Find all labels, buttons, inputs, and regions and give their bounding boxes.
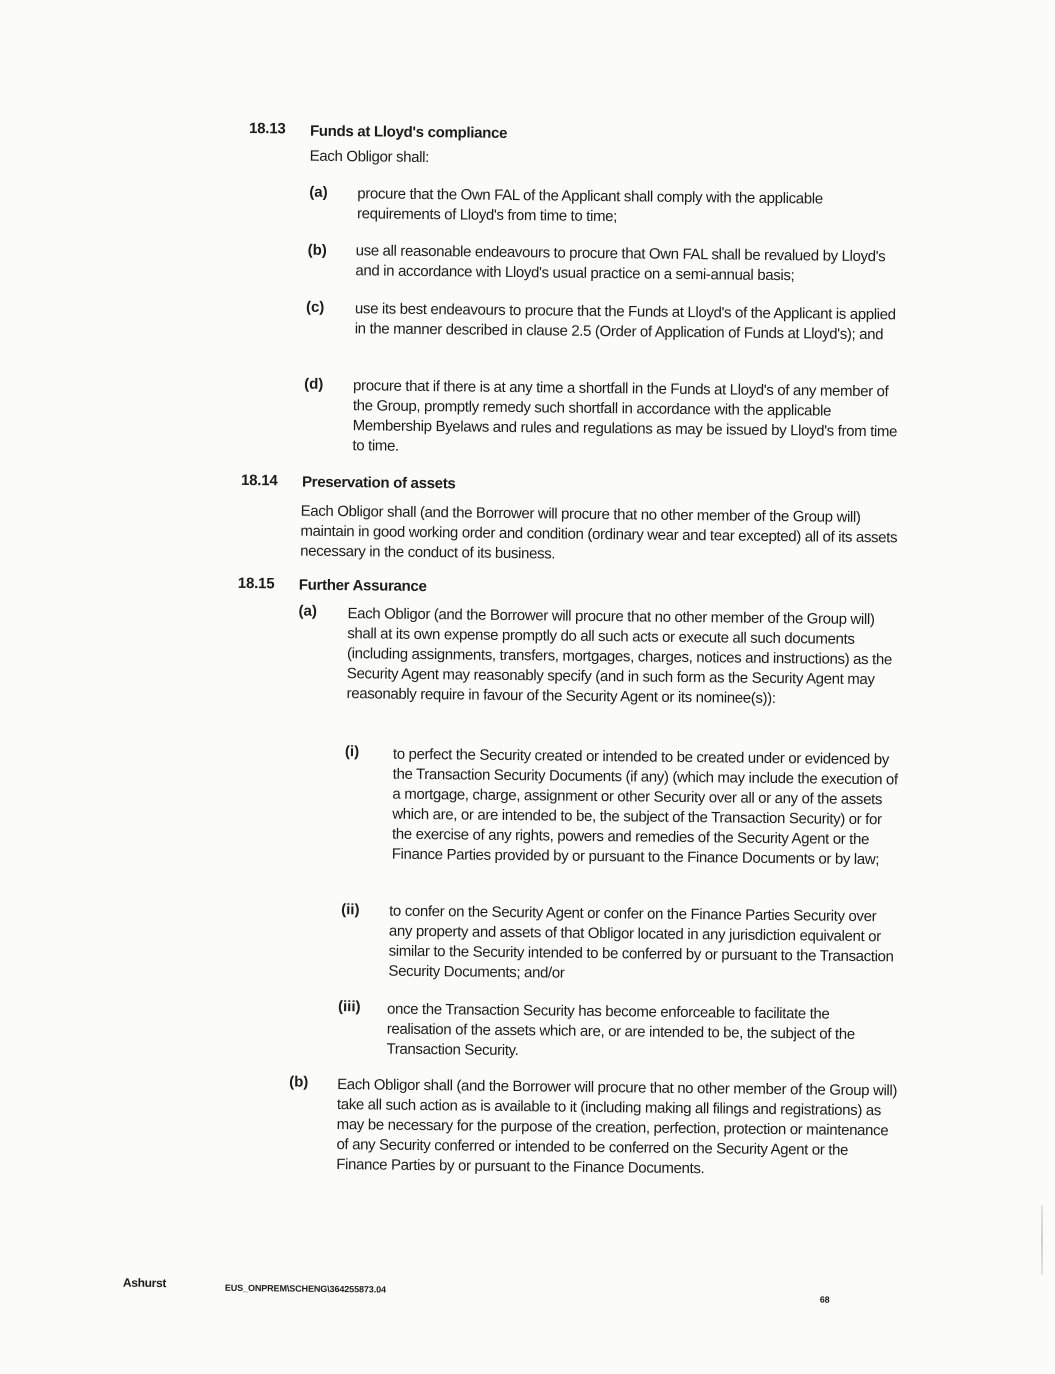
footer-page-number: 68 (819, 1294, 830, 1305)
item-text-b: use all reasonable endeavours to procure that Own FAL shall be revalued by Lloyd's and in accordance with Lloyd's usual practice on a semi-annual basis; (355, 242, 886, 285)
item-label-a: (a) (309, 183, 328, 201)
item-label-d: (d) (304, 375, 324, 393)
item-label-c: (c) (305, 298, 325, 316)
subitem-text-ii: to confer on the Security Agent or confer on the Finance Parties Security over any property and assets of that Obligor located in any jurisdiction equivalent or similar to the Security intended to be conferred by or pursuant to the Transaction Security Documents; and/or (388, 902, 894, 982)
item-text-a: procure that the Own FAL of the Applicant shall comply with the applicable requirements of Lloyd's from time to time; (356, 185, 823, 226)
footer-firm-name: Ashurst (122, 1275, 167, 1291)
subitem-text-i: to perfect the Security created or intended to be created under or evidenced by the Transaction Security Documents (if any) (which may include the execution of a mortgage, charge, assignment or other Security over all or any of the assets which are, or are intended to be, the subject of the Transaction Security) or for the exercise of any rights, powers and remedies of the Security Agent or the Finance Parties provided by or pursuant to the Finance Documents or by law; (391, 745, 898, 869)
item-text-d: procure that if there is at any time a shortfall in the Funds at Lloyd's of any member of the Group, promptly remedy such shortfall in accordance with the applicable Membership Byelaws and rules and regulations as may be issued by Lloyd's from time to time. (352, 377, 898, 455)
item-text-18-15-b: Each Obligor shall (and the Borrower will procure that no other member of the Group will) take all such action as is available to it (including making all filings and registrations) as may be necessary for the purpose of the creation, perfection, protection or maintenance of any Security conferred or intended to be conferred on the Security Agent or the Finance Parties by or pursuant to the Finance Documents. (336, 1076, 898, 1178)
clause-title-18-15: Further Assurance (298, 576, 427, 596)
subitem-label-iii: (iii) (337, 998, 361, 1016)
subitem-label-ii: (ii) (341, 901, 360, 919)
item-label-18-15-b: (b) (289, 1073, 309, 1091)
clause-body-18-14: Each Obligor shall (and the Borrower will procure that no other member of the Group will) maintain in good working order and condition (ordinary wear and tear excepted) all of its assets necessary in the conduct of its business. (300, 502, 898, 563)
subitem-label-i: (i) (344, 743, 360, 761)
item-text-c: use its best endeavours to procure that the Funds at Lloyd's of the Applicant is applied in the manner described in clause 2.5 (Order of Application of Funds at Lloyd's); and (354, 300, 896, 344)
clause-number-18-15: 18.15 (237, 574, 275, 593)
clause-intro-18-13: Each Obligor shall: (309, 147, 430, 167)
clause-number-18-13: 18.13 (248, 119, 286, 138)
item-label-18-15-a: (a) (298, 602, 317, 620)
footer-document-reference: EUS_ONPREM\SCHENG\364255873.04 (224, 1282, 387, 1295)
item-label-b: (b) (307, 241, 327, 259)
clause-number-18-14: 18.14 (240, 471, 278, 490)
item-text-18-15-a: Each Obligor (and the Borrower will procure that no other member of the Group will) shall at its own expense promptly do all such acts or execute all such documents (including assignments, transfers, mortgages, charges, notices and instructions) as the Security Agent may reasonably specify (and in such form as the Security Agent may reasonably require in favour of the Security Agent or its nominee(s)): (346, 605, 892, 707)
subitem-text-iii: once the Transaction Security has become enforceable to facilitate the realisation of the assets which are, or are intended to be, the subject of the Transaction Security. (386, 1000, 855, 1060)
clause-title-18-14: Preservation of assets (301, 473, 456, 493)
clause-title-18-13: Funds at Lloyd's compliance (309, 122, 508, 142)
scan-edge-mark (1041, 1205, 1043, 1275)
